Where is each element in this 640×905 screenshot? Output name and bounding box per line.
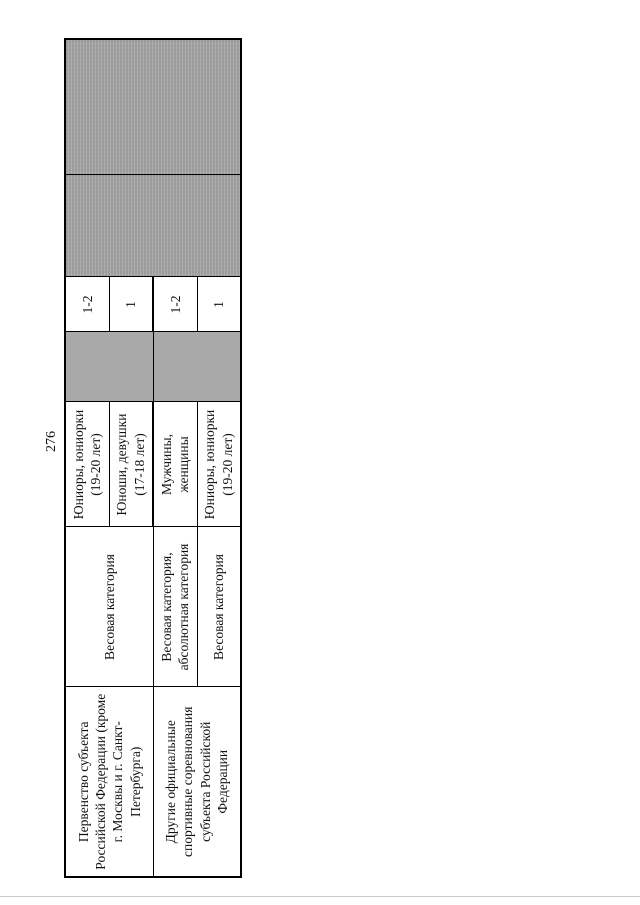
discipline-cell: Весовая категория, абсолютная категория xyxy=(153,527,197,687)
age-group-cell: Юниоры, юниорки (19-20 лет) xyxy=(197,402,241,527)
discipline-cell: Весовая категория xyxy=(65,527,153,687)
competition-cell: Первенство субъекта Российской Федерации (кроме г. Москвы и г. Санкт-Петербурга) xyxy=(65,687,153,877)
table-row xyxy=(65,39,109,877)
shaded-cell xyxy=(65,39,241,175)
scan-edge-line xyxy=(0,896,640,897)
age-group-cell: Юниоры, юниорки (19-20 лет) xyxy=(65,402,109,527)
places-cell: 1-2 xyxy=(65,277,109,332)
age-group-cell: Юноши, девушки (17-18 лет) xyxy=(109,402,153,527)
shaded-cell xyxy=(65,332,153,402)
places-cell: 1-2 xyxy=(153,277,197,332)
sports-category-table xyxy=(64,38,242,878)
places-cell: 1 xyxy=(109,277,153,332)
page-number: 276 xyxy=(44,431,59,452)
shaded-cell xyxy=(65,175,241,277)
rotated-table-wrapper xyxy=(64,40,242,878)
discipline-cell: Весовая категория xyxy=(197,527,241,687)
competition-cell: Другие официальные спортивные соревнования субъекта Российской Федерации xyxy=(153,687,241,877)
age-group-cell: Мужчины, женщины xyxy=(153,402,197,527)
shaded-cell xyxy=(153,332,241,402)
places-cell: 1 xyxy=(197,277,241,332)
